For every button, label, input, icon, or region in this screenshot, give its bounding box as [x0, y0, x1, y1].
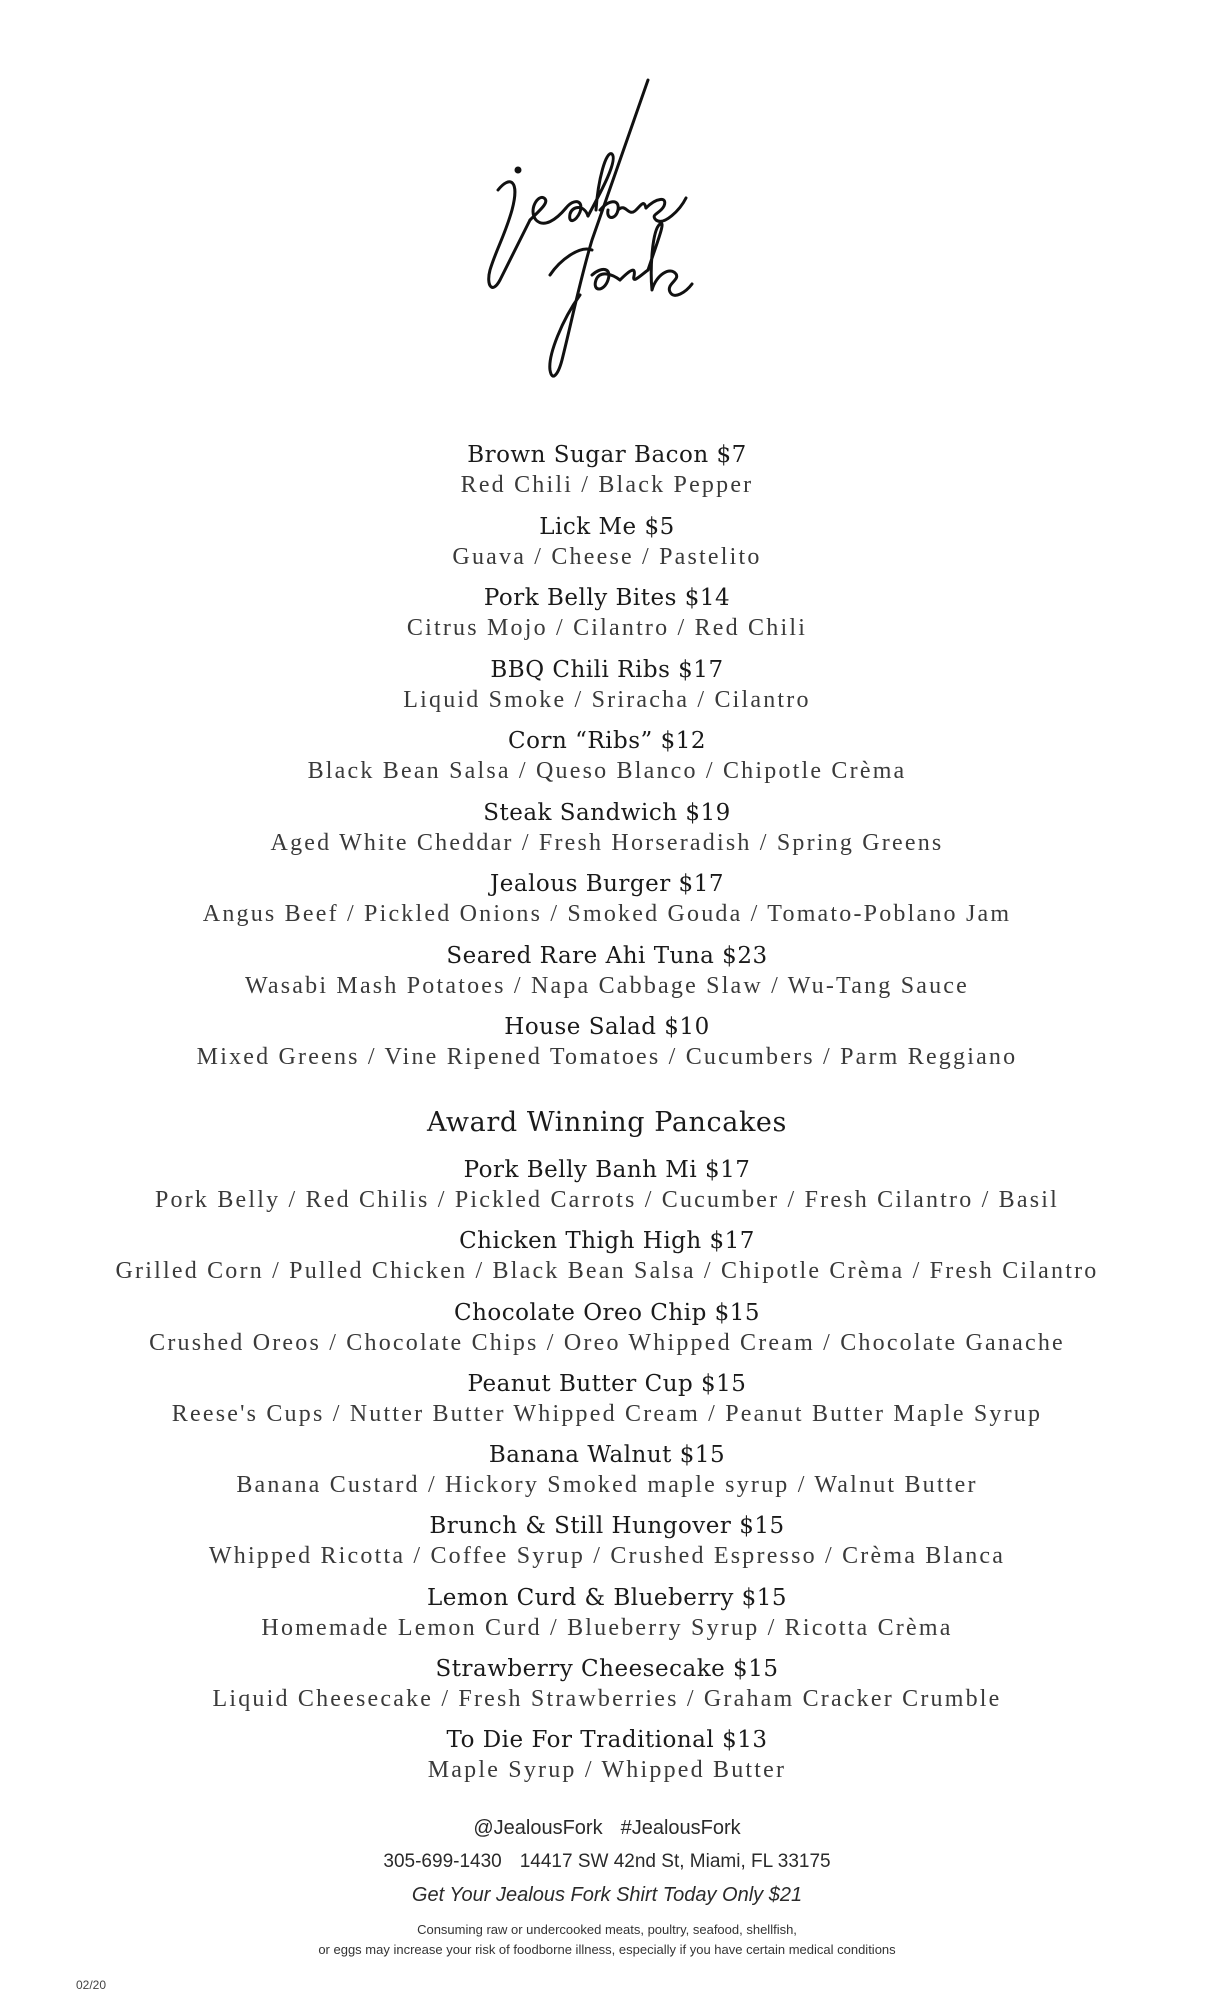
social-handles [0, 1817, 1214, 1840]
menu-item [0, 1226, 1214, 1297]
social-handle: @JealousFork [473, 1817, 603, 1839]
menu-item [0, 869, 1214, 941]
item-title: Brown Sugar Bacon $7 [467, 442, 747, 468]
menu-item [0, 1012, 1214, 1084]
street-address: 14417 SW 42nd St, Miami, FL 33175 [519, 1851, 831, 1872]
item-description: Angus Beef / Pickled Onions / Smoked Gouda / Tomato-Poblano Jam [202, 901, 1012, 927]
item-title: Seared Rare Ahi Tuna $23 [446, 942, 768, 969]
item-description: Reese's Cups / Nutter Butter Whipped Cream / Peanut Butter Maple Syrup [171, 1400, 1043, 1427]
menu-item [0, 941, 1214, 1013]
menu-item [0, 1583, 1214, 1654]
item-title: Peanut Butter Cup $15 [467, 1370, 747, 1397]
item-title: Lemon Curd & Blueberry $15 [426, 1584, 788, 1611]
menu-item [0, 1654, 1214, 1725]
item-title: Chicken Thigh High $17 [459, 1228, 755, 1255]
item-description: Black Bean Salsa / Queso Blanco / Chipotle Crèma [307, 758, 907, 784]
menu-item [0, 1725, 1214, 1796]
item-title: Pork Belly Banh Mi $17 [463, 1157, 751, 1183]
item-title: Pork Belly Bites $14 [483, 585, 731, 611]
item-title: Brunch & Still Hungover $15 [429, 1513, 785, 1540]
item-title: Corn “Ribs” $12 [508, 728, 706, 754]
menu-item [0, 440, 1214, 512]
item-description: Aged White Cheddar / Fresh Horseradish / Spring Greens [270, 829, 944, 856]
item-description: Liquid Cheesecake / Fresh Strawberries / Graham Cracker Crumble [212, 1686, 1002, 1713]
jealous-fork-logo [480, 70, 740, 400]
item-description: Red Chili / Black Pepper [460, 472, 754, 498]
item-description: Liquid Smoke / Sriracha / Cilantro [403, 686, 811, 713]
item-description: Pork Belly / Red Chilis / Pickled Carrots / Cucumber / Fresh Cilantro / Basil [154, 1187, 1060, 1213]
menu-item [0, 583, 1214, 655]
item-title: BBQ Chili Ribs $17 [490, 656, 724, 683]
item-description: Citrus Mojo / Cilantro / Red Chili [406, 615, 808, 641]
disclaimer-line: Consuming raw or undercooked meats, poultry, seafood, shellfish, [417, 1922, 797, 1937]
disclaimer-line: or eggs may increase your risk of foodborne illness, especially if you have certain medical conditions [318, 1942, 896, 1957]
item-description: Grilled Corn / Pulled Chicken / Black Bean Salsa / Chipotle Crèma / Fresh Cilantro [115, 1258, 1099, 1285]
menu-item [0, 1298, 1214, 1369]
menu-section-savory [0, 440, 1214, 1084]
item-title: Jealous Burger $17 [490, 871, 724, 897]
menu-version-date: 02/20 [76, 1978, 107, 1992]
food-safety-disclaimer [0, 1920, 1214, 1960]
item-title: Lick Me $5 [539, 513, 675, 540]
menu-item [0, 1511, 1214, 1582]
item-title: Banana Walnut $15 [488, 1442, 726, 1469]
menu-item [0, 1369, 1214, 1440]
item-title: Chocolate Oreo Chip $15 [453, 1299, 761, 1326]
phone-number: 305-699-1430 [383, 1851, 502, 1872]
item-title: House Salad $10 [504, 1014, 710, 1040]
menu-item [0, 798, 1214, 870]
item-title: Strawberry Cheesecake $15 [435, 1656, 779, 1683]
item-description: Banana Custard / Hickory Smoked maple syrup / Walnut Butter [236, 1472, 978, 1499]
item-description: Homemade Lemon Curd / Blueberry Syrup / Ricotta Crèma [261, 1614, 953, 1641]
shirt-promo: Get Your Jealous Fork Shirt Today Only $21 [411, 1884, 803, 1906]
contact-info [0, 1851, 1214, 1873]
item-title: To Die For Traditional $13 [446, 1727, 768, 1754]
item-title: Steak Sandwich $19 [483, 799, 731, 826]
menu-section-pancakes [0, 1155, 1214, 1797]
menu-item [0, 1440, 1214, 1511]
menu-item [0, 512, 1214, 584]
menu-item [0, 655, 1214, 727]
item-description: Wasabi Mash Potatoes / Napa Cabbage Slaw / Wu-Tang Sauce [244, 972, 970, 999]
social-hashtag: #JealousFork [620, 1817, 741, 1839]
item-description: Maple Syrup / Whipped Butter [427, 1757, 787, 1784]
item-description: Guava / Cheese / Pastelito [452, 543, 762, 570]
item-description: Whipped Ricotta / Coffee Syrup / Crushed Espresso / Crèma Blanca [208, 1543, 1006, 1570]
item-description: Crushed Oreos / Chocolate Chips / Oreo Whipped Cream / Chocolate Ganache [149, 1329, 1065, 1356]
menu-item [0, 726, 1214, 798]
menu-item [0, 1155, 1214, 1226]
item-description: Mixed Greens / Vine Ripened Tomatoes / Cucumbers / Parm Reggiano [196, 1044, 1018, 1070]
section-heading-pancakes: Award Winning Pancakes [427, 1107, 787, 1138]
